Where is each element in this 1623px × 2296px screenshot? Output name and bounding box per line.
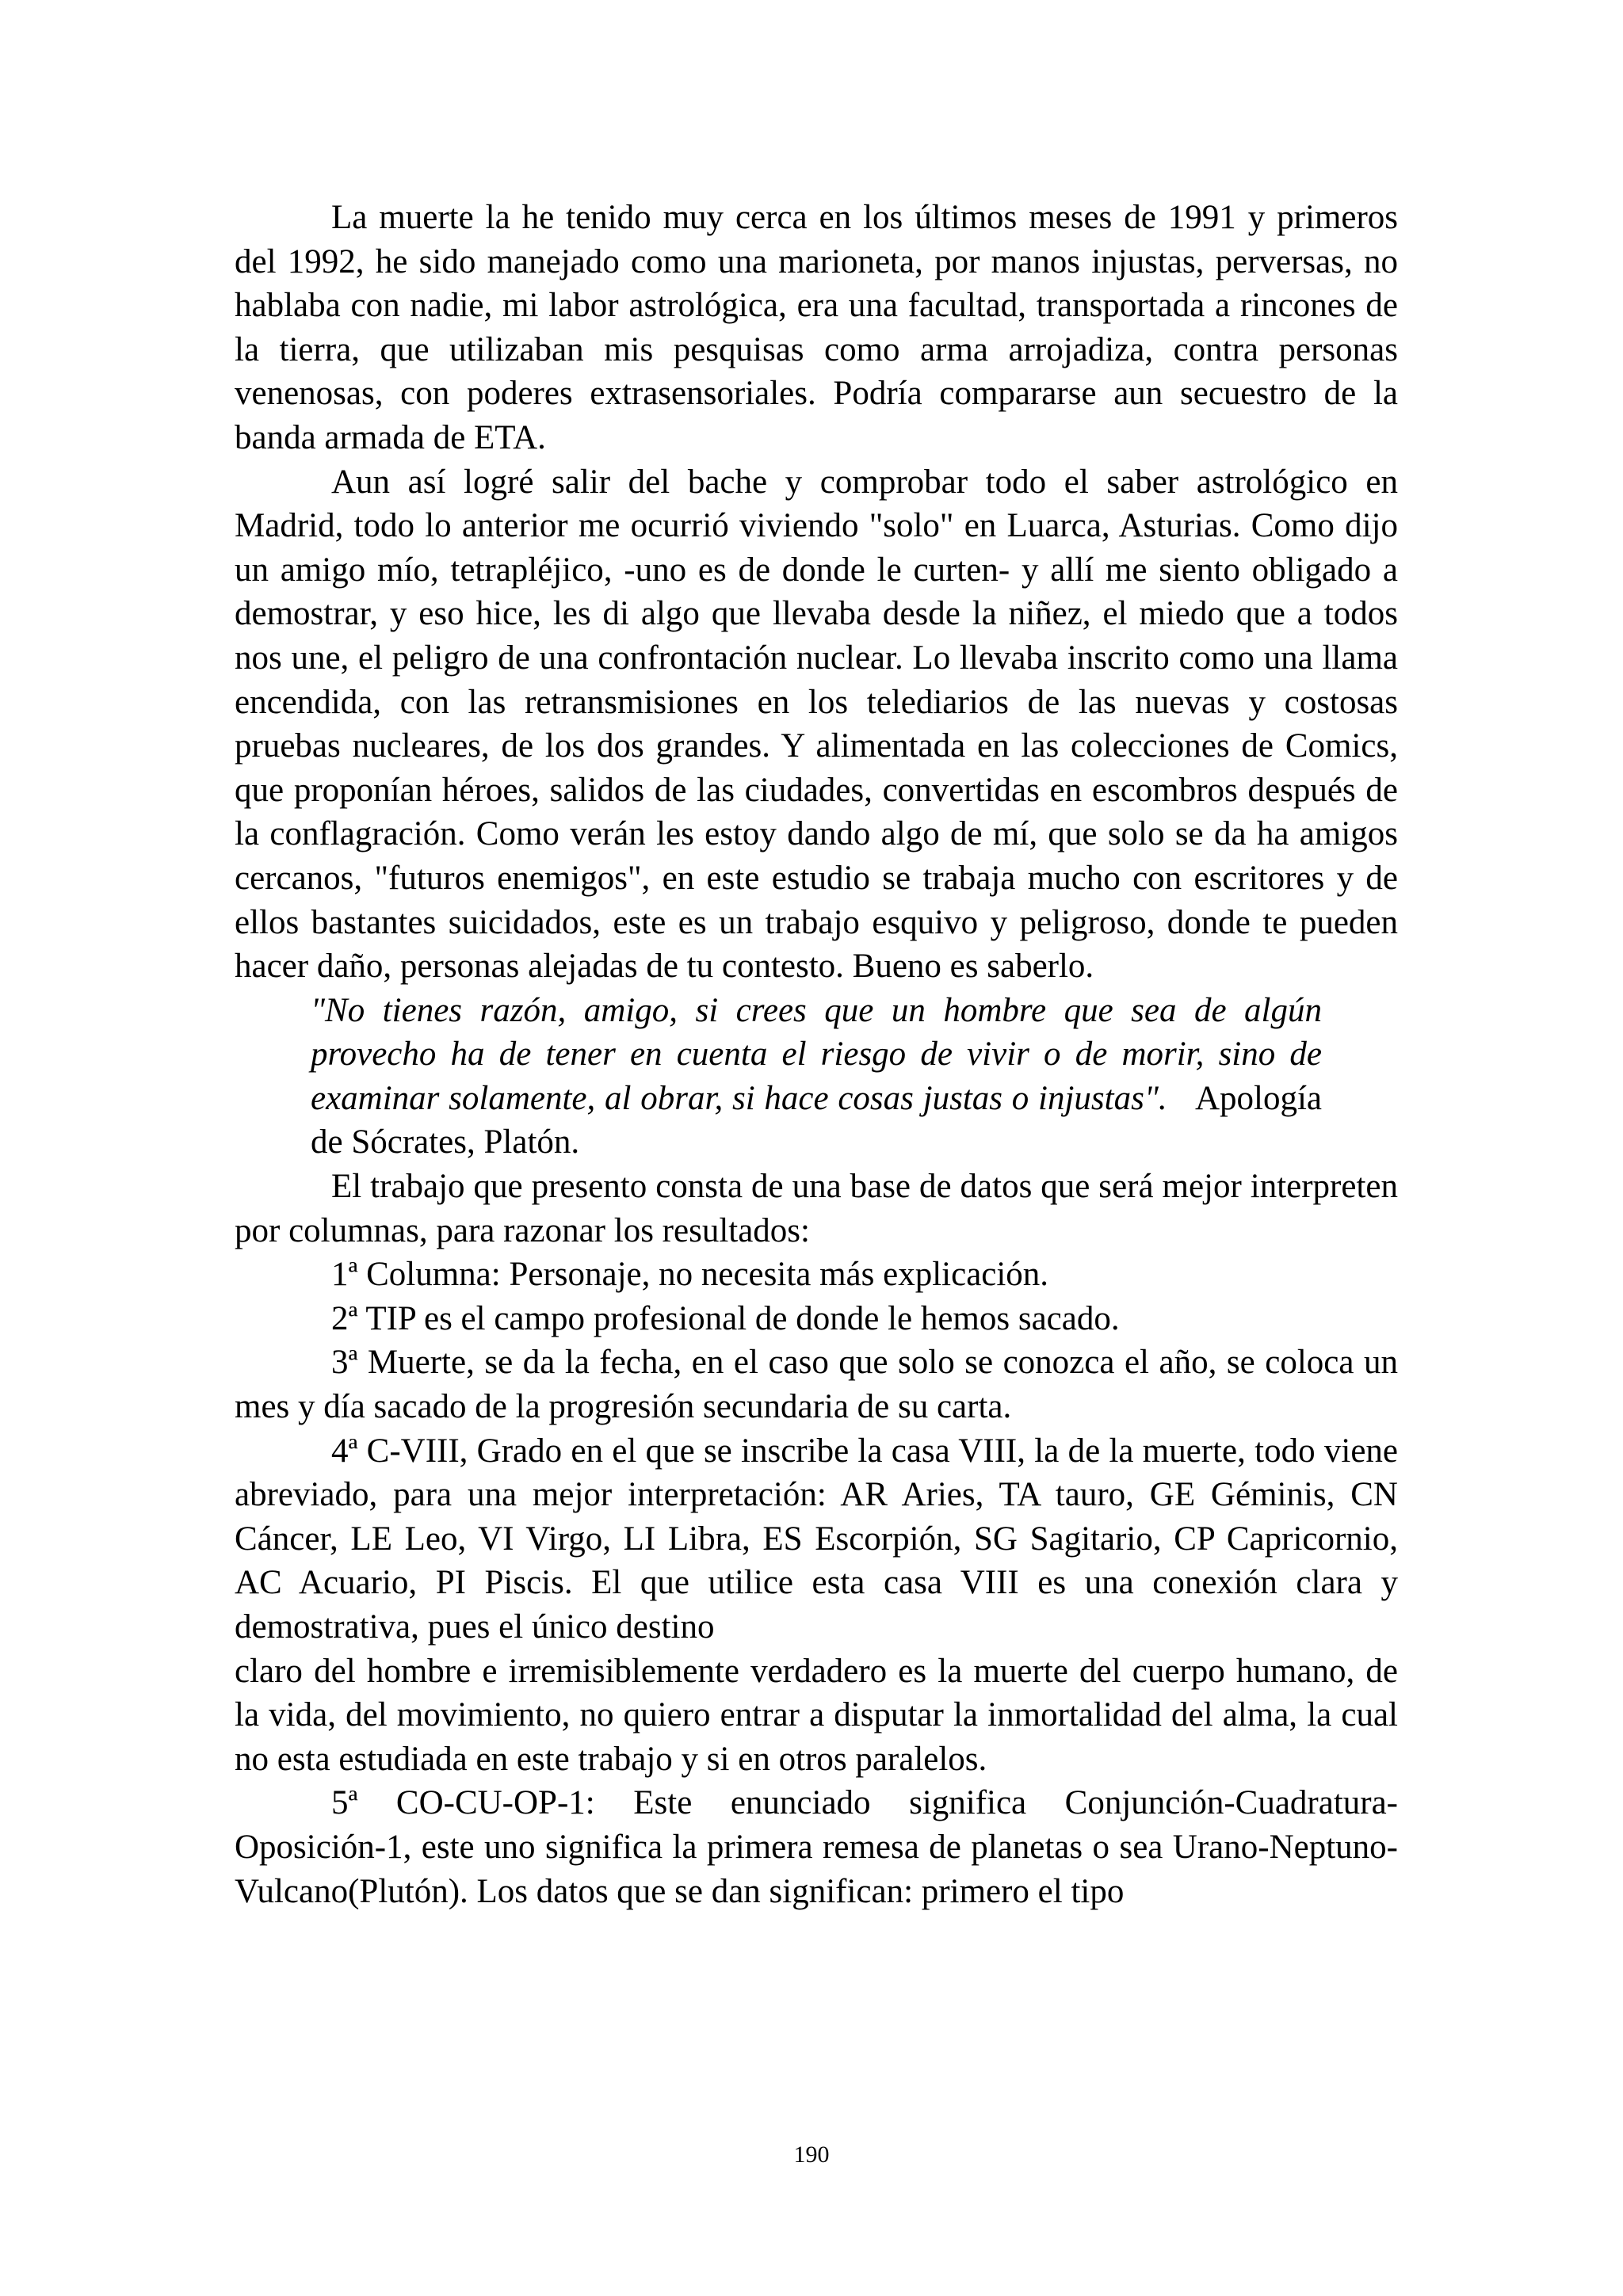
column-5-description: 5ª CO-CU-OP-1: Este enunciado significa Conjunción-Cuadratura-Oposición-1, este uno significa la primera remesa de planetas o sea Urano-Neptuno-Vulcano(Plutón). Los datos que se dan significan: primero el tipo: [235, 1784, 1398, 1910]
paragraph-madrid-luarca: Aun así logré salir del bache y comprobar todo el saber astrológico en Madrid, todo lo anterior me ocurrió viviendo "solo" en Luarca, Asturias. Como dijo un amigo mío, tetrapléjico, -uno es de donde le curten- y allí me siento obligado a demostrar, y eso hice, les di algo que llevaba desde la niñez, el miedo que a todos nos une, el peligro de una confrontación nuclear. Lo llevaba inscrito como una llama encendida, con las retransmisiones en los telediarios de las nuevas y costosas pruebas nucleares, de los dos grandes. Y alimentada en las colecciones de Comics, que proponían héroes, salidos de las ciudades, convertidas en escombros después de la conflagración. Como verán les estoy dando algo de mí, que solo se da ha amigos cercanos, "futuros enemigos", en este estudio se trabaja mucho con escritores y de ellos bastantes suicidados, este es un trabajo esquivo y peligroso, donde te pueden hacer daño, personas alejadas de tu contesto. Bueno es saberlo.: [235, 463, 1398, 986]
paragraph-database-intro: El trabajo que presento consta de una base de datos que será mejor interpreten por columnas, para razonar los resultados:: [235, 1168, 1398, 1249]
column-3-description: 3ª Muerte, se da la fecha, en el caso que solo se conozca el año, se coloca un mes y día sacado de la progresión secundaria de su carta.: [235, 1344, 1398, 1426]
column-4-description: 4ª C-VIII, Grado en el que se inscribe la casa VIII, la de la muerte, todo viene abreviado, para una mejor interpretación: AR Aries, TA tauro, GE Géminis, CN Cáncer, LE Leo, VI Virgo, LI Libra, ES Escorpión, SG Sagitario, CP Capricornio, AC Acuario, PI Piscis. El que utilice esta casa VIII es una conexión clara y demostrativa, pues el único destino: [235, 1432, 1398, 1646]
socrates-quote: [311, 989, 1322, 1165]
paragraph-continuation: claro del hombre e irremisiblemente verdadero es la muerte del cuerpo humano, de la vida, del movimiento, no quiero entrar a disputar la inmortalidad del alma, la cual no esta estudiada en este trabajo y si en otros paralelos.: [235, 1652, 1398, 1778]
quote-attribution: Apología de Sócrates, Platón.: [311, 1079, 1322, 1161]
column-2-description: 2ª TIP es el campo profesional de donde le hemos sacado.: [331, 1299, 1120, 1337]
page-number: 190: [793, 2142, 830, 2168]
body-text: [235, 196, 1398, 1913]
quote-text: "No tienes razón, amigo, si crees que un hombre que sea de algún provecho ha de tener en cuenta el riesgo de vivir o de morir, sino de examinar solamente, al obrar, si hace cosas justas o injustas".: [311, 991, 1322, 1117]
column-1-description: 1ª Columna: Personaje, no necesita más explicación.: [331, 1256, 1049, 1294]
paragraph-death-experience: La muerte la he tenido muy cerca en los últimos meses de 1991 y primeros del 1992, he sido manejado como una marioneta, por manos injustas, perversas, no hablaba con nadie, mi labor astrológica, era una facultad, transportada a rincones de la tierra, que utilizaban mis pesquisas como arma arrojadiza, contra personas venenosas, con poderes extrasensoriales. Podría compararse aun secuestro de la banda armada de ETA.: [235, 199, 1398, 456]
